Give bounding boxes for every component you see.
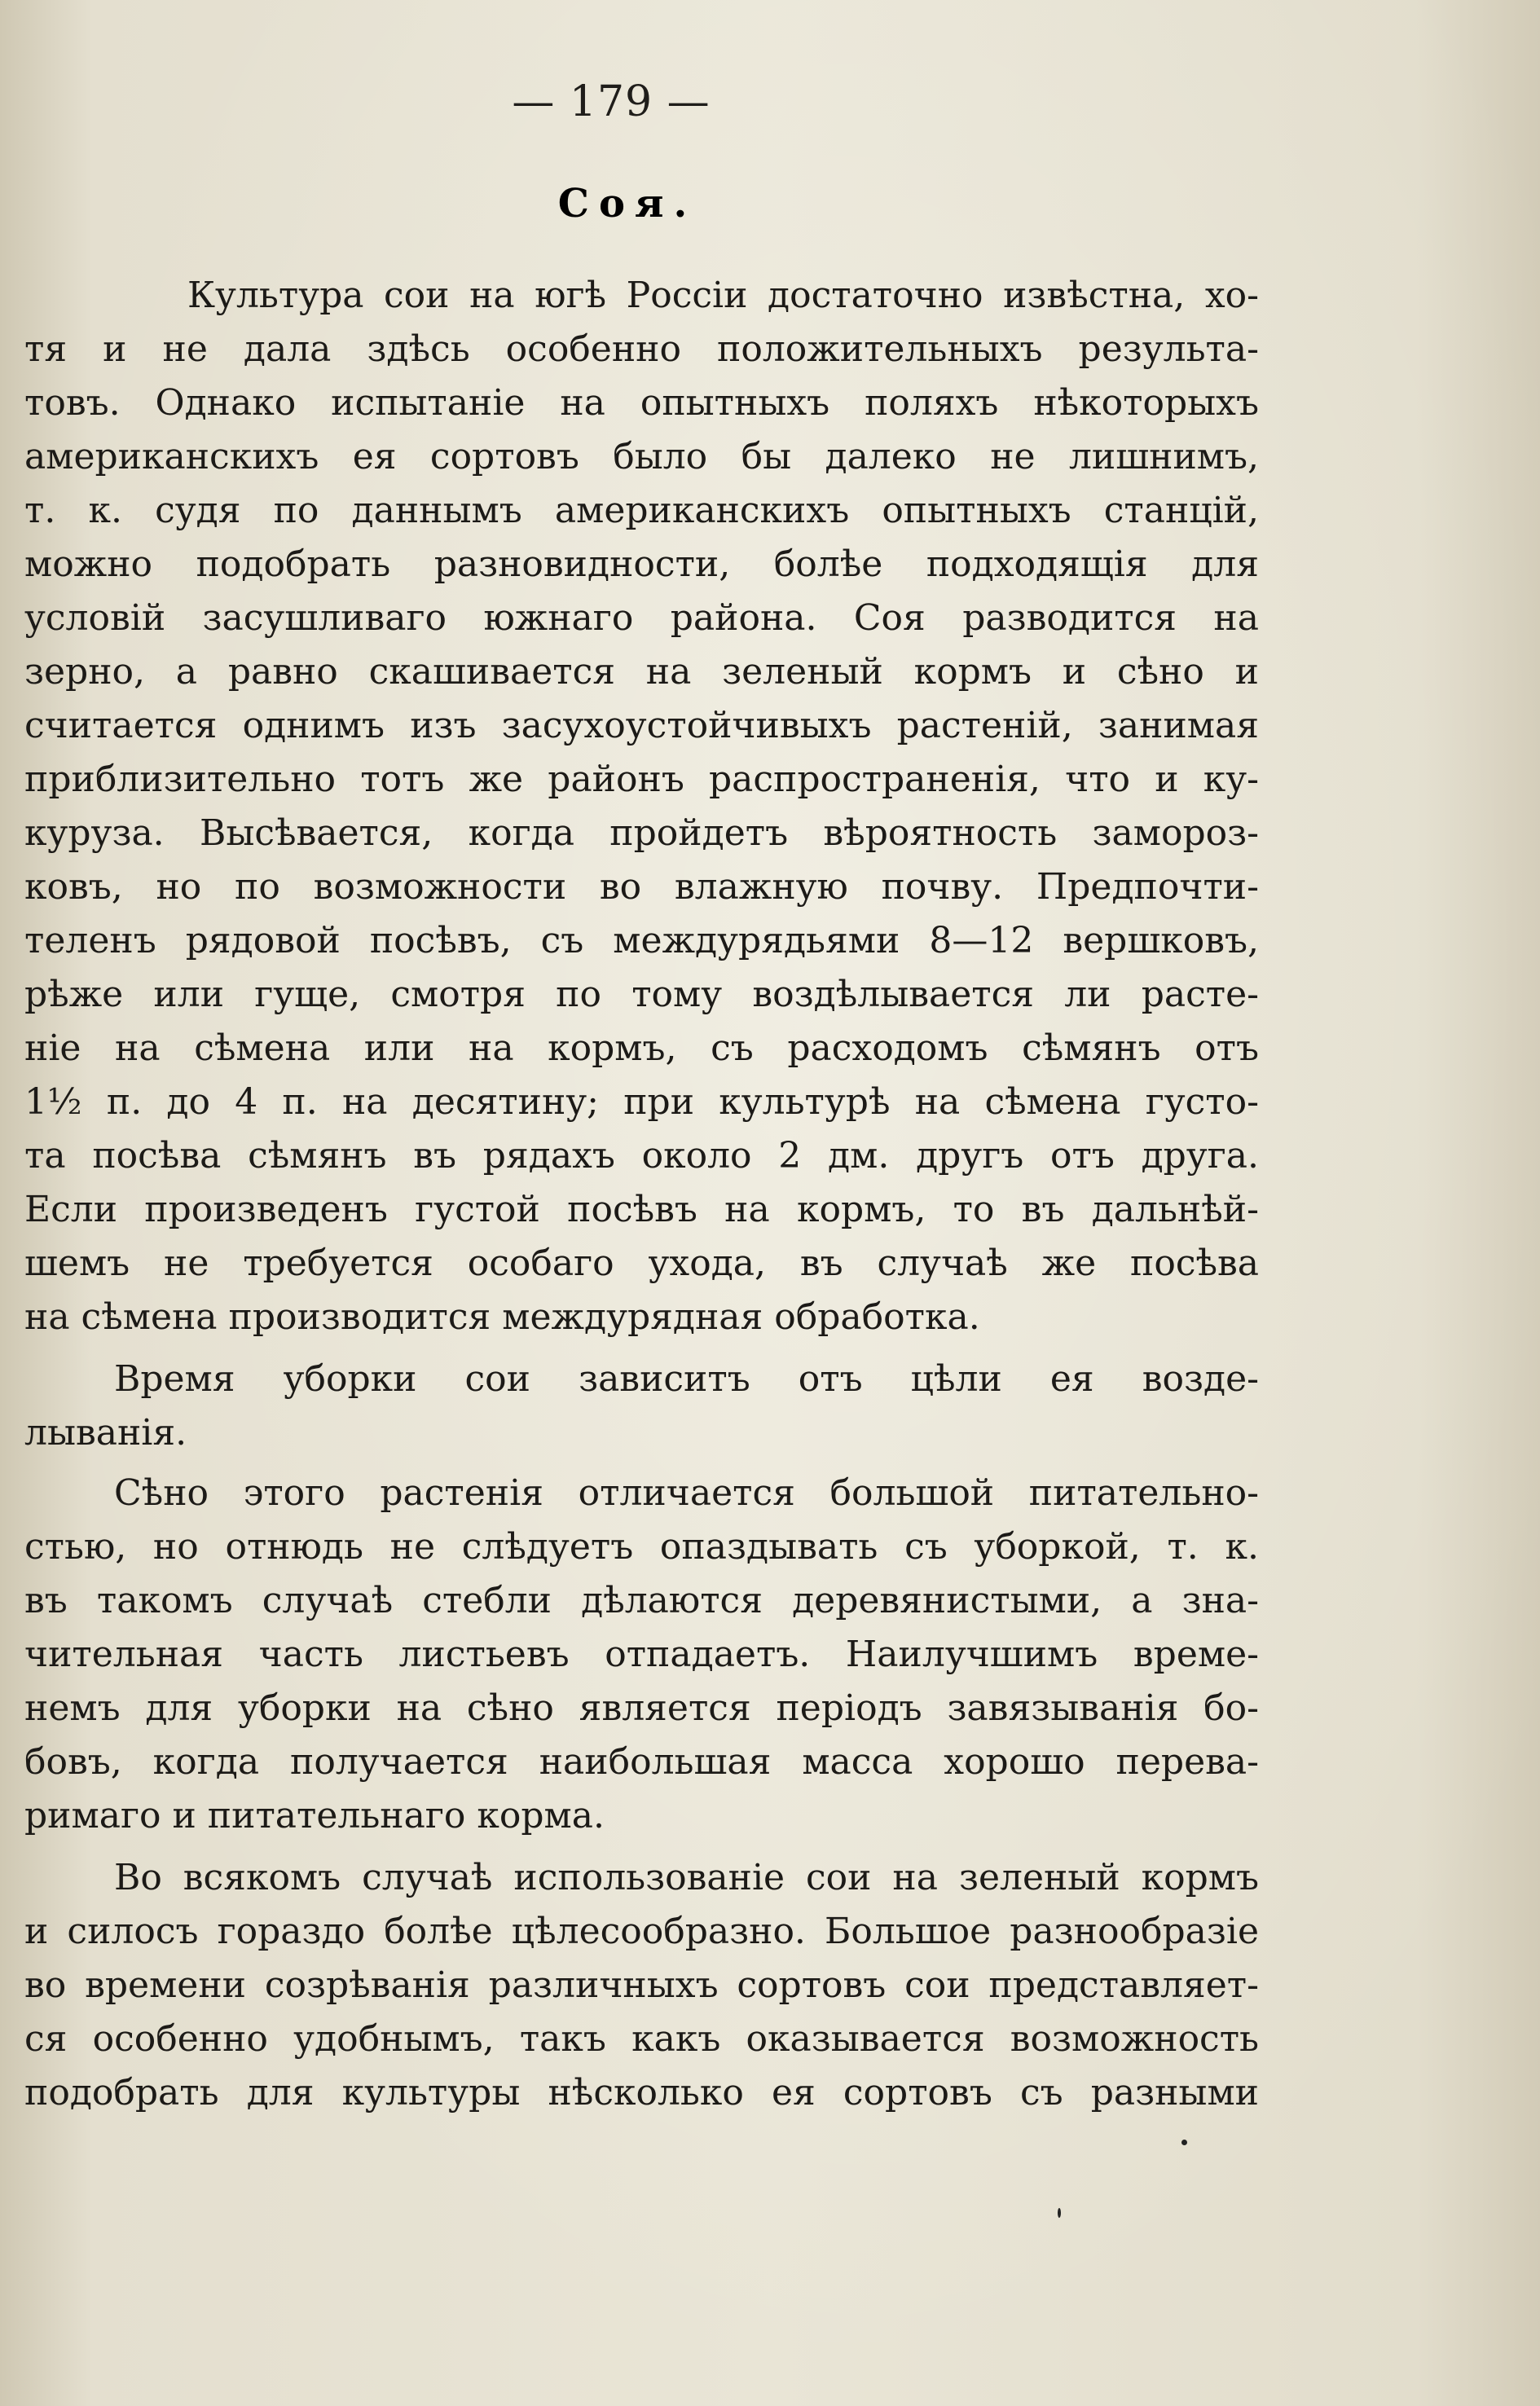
text-line: во времени созрѣванія различныхъ сортовъ сои представляет- [24, 1964, 1259, 2006]
text-line: Во всякомъ случаѣ использованіе сои на зеленый кормъ [114, 1857, 1259, 1898]
text-line: 1½ п. до 4 п. на десятину; при культурѣ на сѣмена густо- [24, 1081, 1259, 1123]
text-line: приблизительно тотъ же районъ распространенія, что и ку- [24, 759, 1259, 800]
text-line: ніе на сѣмена или на кормъ, съ расходомъ сѣмянъ отъ [24, 1027, 1259, 1069]
text-line: въ такомъ случаѣ стебли дѣлаются деревянистыми, а зна- [24, 1580, 1259, 1621]
text-line: стью, но отнюдь не слѣдуетъ опаздывать съ уборкой, т. к. [24, 1526, 1259, 1568]
text-line: куруза. Высѣвается, когда пройдетъ вѣроятность замороз- [24, 812, 1259, 854]
text-line: немъ для уборки на сѣно является періодъ завязыванія бо- [24, 1687, 1259, 1729]
text-line: Сѣно этого растенія отличается большой питательно- [114, 1472, 1259, 1514]
text-line: на сѣмена производится междурядная обработка. [24, 1296, 980, 1338]
text-line: шемъ не требуется особаго ухода, въ случаѣ же посѣва [24, 1243, 1259, 1284]
text-line: и силосъ гораздо болѣе цѣлесообразно. Большое разнообразіе [24, 1911, 1259, 1952]
text-line: та посѣва сѣмянъ въ рядахъ около 2 дм. другъ отъ друга. [24, 1135, 1259, 1177]
text-line: условій засушливаго южнаго района. Соя разводится на [24, 597, 1259, 639]
page-number: — 179 — [512, 77, 711, 126]
ink-speck [1058, 2208, 1061, 2218]
text-line: зерно, а равно скашивается на зеленый кормъ и сѣно и [24, 651, 1259, 693]
text-line: теленъ рядовой посѣвъ, съ междурядьями 8—12 вершковъ, [24, 920, 1259, 961]
text-line: лыванія. [24, 1412, 187, 1454]
text-line: чительная часть листьевъ отпадаетъ. Наилучшимъ време- [24, 1634, 1259, 1675]
text-line: ся особенно удобнымъ, такъ какъ оказывается возможность [24, 2018, 1259, 2060]
text-line: ковъ, но по возможности во влажную почву. Предпочти- [24, 866, 1259, 908]
page-title: Соя. [557, 181, 697, 227]
text-line: бовъ, когда получается наибольшая масса хорошо перева- [24, 1741, 1259, 1783]
text-line: Если произведенъ густой посѣвъ на кормъ, то въ дальнѣй- [24, 1189, 1259, 1230]
text-line: товъ. Однако испытаніе на опытныхъ поляхъ нѣкоторыхъ [24, 382, 1259, 424]
text-line: т. к. судя по даннымъ американскихъ опытныхъ станцій, [24, 490, 1259, 531]
text-line: подобрать для культуры нѣсколько ея сортовъ съ разными [24, 2072, 1259, 2113]
ink-speck [1181, 2140, 1187, 2145]
text-line: Культура сои на югѣ Россіи достаточно извѣстна, хо- [187, 275, 1259, 316]
text-line: считается однимъ изъ засухоустойчивыхъ растеній, занимая [24, 705, 1259, 746]
text-line: римаго и питательнаго корма. [24, 1795, 605, 1836]
text-line: американскихъ ея сортовъ было бы далеко не лишнимъ, [24, 436, 1259, 477]
text-line: можно подобрать разновидности, болѣе подходящія для [24, 543, 1259, 585]
text-line: рѣже или гуще, смотря по тому воздѣлывается ли расте- [24, 974, 1259, 1015]
text-line: Время уборки сои зависитъ отъ цѣли ея возде- [114, 1358, 1259, 1400]
text-line: тя и не дала здѣсь особенно положительныхъ результа- [24, 328, 1259, 370]
